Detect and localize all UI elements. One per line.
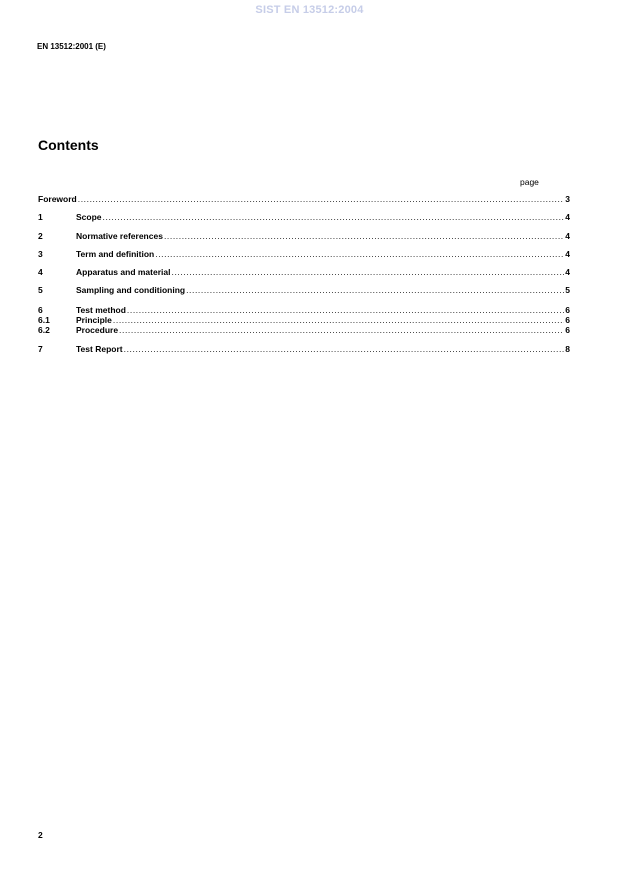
toc-entry-number: 6.1 bbox=[38, 315, 50, 325]
toc-entry-number: 4 bbox=[38, 267, 43, 277]
toc-leader-dots bbox=[119, 325, 564, 335]
toc-entry-title: Term and definition bbox=[76, 249, 155, 259]
toc-entry-normative-references[interactable] bbox=[38, 231, 570, 241]
toc-leader-dots bbox=[171, 267, 564, 277]
page-column-label: page bbox=[520, 177, 539, 187]
toc-entry-foreword[interactable] bbox=[38, 194, 570, 204]
toc-entry-number: 3 bbox=[38, 249, 43, 259]
toc-leader-dots bbox=[164, 231, 564, 241]
toc-entry-number: 6 bbox=[38, 305, 43, 315]
toc-entry-title: Foreword bbox=[38, 194, 77, 204]
document-id: EN 13512:2001 (E) bbox=[37, 42, 106, 51]
toc-entry-test-report[interactable] bbox=[38, 344, 570, 354]
page-number: 2 bbox=[38, 830, 43, 840]
toc-entry-page: 6 bbox=[565, 305, 570, 315]
toc-entry-page: 8 bbox=[565, 344, 570, 354]
toc-entry-procedure[interactable] bbox=[38, 325, 570, 335]
toc-entry-sampling-and-conditioning[interactable] bbox=[38, 285, 570, 295]
toc-entry-page: 5 bbox=[565, 285, 570, 295]
toc-leader-dots bbox=[127, 305, 564, 315]
toc-leader-dots bbox=[78, 194, 565, 204]
toc-leader-dots bbox=[186, 285, 564, 295]
toc-entry-title: Test method bbox=[76, 305, 126, 315]
toc-entry-number: 1 bbox=[38, 212, 43, 222]
toc-entry-page: 3 bbox=[565, 194, 570, 204]
toc-entry-page: 6 bbox=[565, 315, 570, 325]
toc-entry-apparatus-and-material[interactable] bbox=[38, 267, 570, 277]
toc-leader-dots bbox=[103, 212, 565, 222]
toc-entry-title: Procedure bbox=[76, 325, 119, 335]
toc-entry-number: 2 bbox=[38, 231, 43, 241]
toc-entry-page: 6 bbox=[565, 325, 570, 335]
contents-title: Contents bbox=[38, 137, 99, 153]
toc-entry-title: Apparatus and material bbox=[76, 267, 171, 277]
toc-entry-number: 6.2 bbox=[38, 325, 50, 335]
toc-entry-title: Test Report bbox=[76, 344, 123, 354]
toc-leader-dots bbox=[113, 315, 564, 325]
toc-entry-number: 5 bbox=[38, 285, 43, 295]
toc-entry-page: 4 bbox=[565, 231, 570, 241]
toc-entry-page: 4 bbox=[565, 249, 570, 259]
toc-entry-title: Sampling and conditioning bbox=[76, 285, 186, 295]
toc-entry-page: 4 bbox=[565, 212, 570, 222]
toc-entry-page: 4 bbox=[565, 267, 570, 277]
toc-entry-principle[interactable] bbox=[38, 315, 570, 325]
toc-entry-title: Normative references bbox=[76, 231, 163, 241]
toc-entry-title: Scope bbox=[76, 212, 102, 222]
toc-leader-dots bbox=[124, 344, 565, 354]
toc-entry-scope[interactable] bbox=[38, 212, 570, 222]
watermark: SIST EN 13512:2004 bbox=[255, 4, 364, 16]
toc-entry-number: 7 bbox=[38, 344, 43, 354]
toc-entry-title: Principle bbox=[76, 315, 112, 325]
toc-entry-test-method[interactable] bbox=[38, 305, 570, 315]
toc-leader-dots bbox=[155, 249, 564, 259]
toc-entry-term-and-definition[interactable] bbox=[38, 249, 570, 259]
